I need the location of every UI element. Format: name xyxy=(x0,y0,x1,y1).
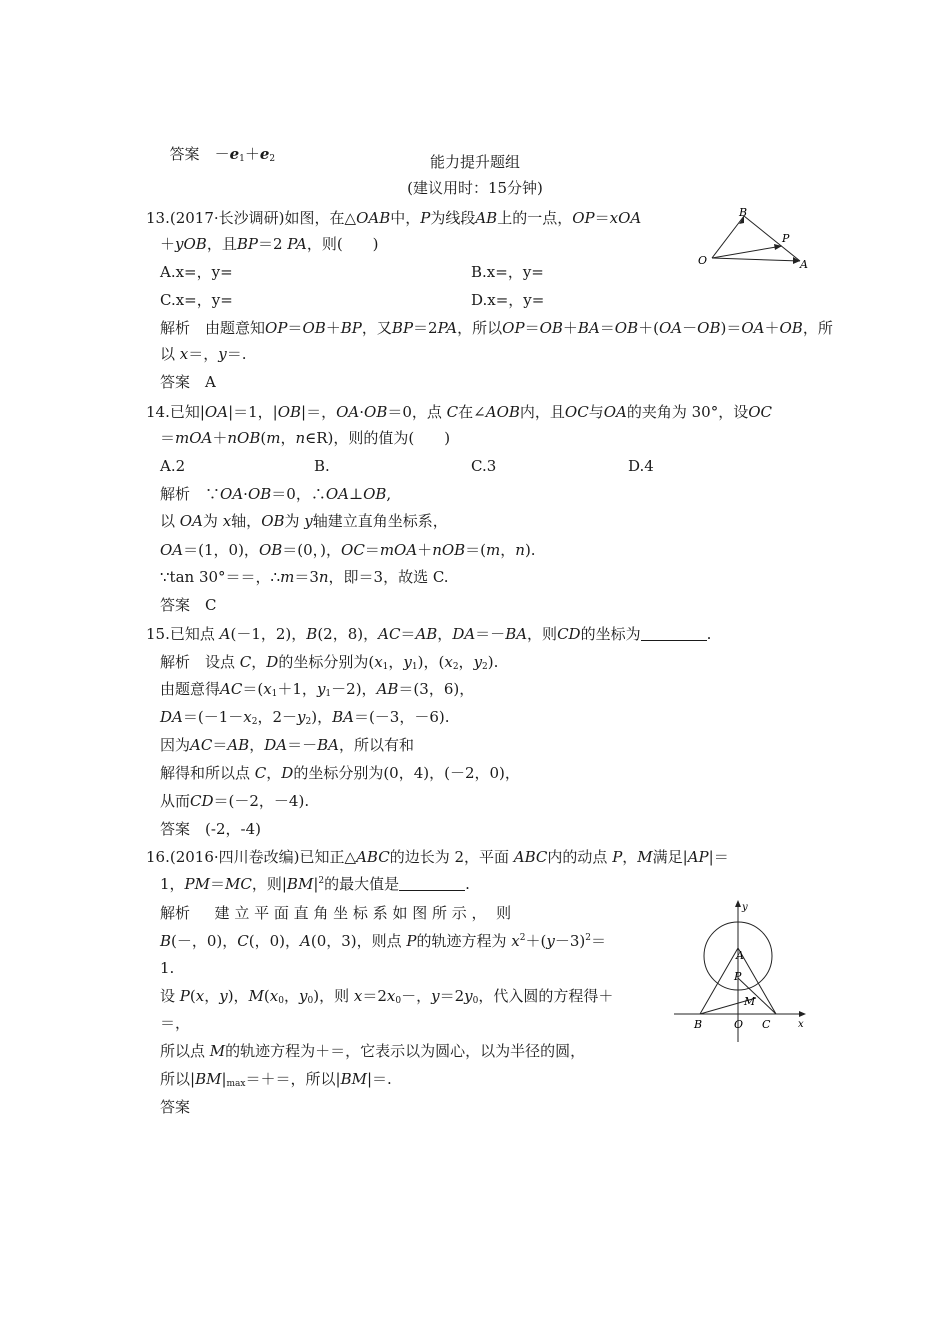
q16-analysis-line4: 设 P(x，y)，$M(x_0$，$y_0$)，则 $x=2x_0-$，$y=2y_0$，代入圆的方程得＋ xyxy=(160,987,614,1006)
top-answer: 答案 $-e_1+e_2$ xyxy=(169,145,276,164)
q16-label-y: y xyxy=(742,902,748,913)
q14-stem-line1: 14.已知|OA|＝1，|OB|＝，OA·OB＝0，点 C在∠AOB内，且OC与OA的夹角为 30°，设OC xyxy=(146,403,772,421)
q16-analysis-line2: B(－，0)，C(，0)，A(0，3)，则点 P的轨迹方程为 $x^2+(y-3)^2=$ xyxy=(160,932,606,950)
q16-coordinate-figure xyxy=(672,898,812,1046)
q14-analysis-line3: OA＝(1，0)，OB＝(0，)，OC＝mOA＋nOB＝(m，n). xyxy=(160,541,536,559)
section-time: (建议用时：15分钟) xyxy=(407,179,543,197)
q13-triangle-figure xyxy=(696,206,816,270)
q16-analysis-line1: 解析 建 立 平 面 直 角 坐 标 系 如 图 所 示 ， 则 xyxy=(160,904,512,922)
q13-label-p: P xyxy=(782,232,790,245)
q14-option-d: D.4 xyxy=(628,457,654,475)
q13-option-b: B.x=，y= xyxy=(471,263,544,281)
q16-label-a: A xyxy=(736,949,744,962)
q13-analysis-line2: 以 x＝，y＝. xyxy=(160,345,247,363)
q14-analysis-line2: 以 OA为 x轴，OB为 y轴建立直角坐标系， xyxy=(160,512,448,530)
q16-label-o: O xyxy=(734,1018,744,1031)
q14-analysis-line4: ∵tan 30°＝＝，∴m＝3n，即＝3，故选 C. xyxy=(160,568,449,586)
q13-label-a: A xyxy=(800,258,808,271)
q16-label-p: P xyxy=(734,970,742,983)
q15-answer: 答案 (-2，-4) xyxy=(160,820,261,838)
q13-option-c: C.x=，y= xyxy=(160,291,233,309)
q16-label-x: x xyxy=(798,1019,804,1030)
q14-option-c: C.3 xyxy=(471,457,497,475)
q16-stem-line1: 16.(2016·四川卷改编)已知正△ABC的边长为 2，平面 ABC内的动点 P，M满足|AP|＝ xyxy=(146,848,729,866)
q15-answer-blank xyxy=(641,626,707,641)
q14-answer: 答案 C xyxy=(160,596,217,614)
q14-option-a: A.2 xyxy=(160,457,186,475)
q16-label-b: B xyxy=(694,1018,703,1031)
q13-answer: 答案 A xyxy=(160,373,216,391)
q13-option-a: A.x=，y= xyxy=(160,263,233,281)
q15-analysis-line4: 因为AC＝AB，DA＝－BA，所以有和 xyxy=(160,736,414,754)
q15-analysis-line2: 由题意得$AC=(x_1+1$，$y_1-2$)，AB＝(3，6)， xyxy=(160,680,475,699)
q13-label-b: B xyxy=(739,206,748,219)
q13-analysis-line1: 解析 由题意知OP＝OB＋BP，又BP＝2PA，所以OP＝OB＋BA＝OB＋(OA－OB)＝OA＋OB，所 xyxy=(160,319,833,337)
q16-analysis-line7: 所以$|BM|_{max}=+=$，所以|BM|＝. xyxy=(160,1070,392,1089)
q14-stem-line2: ＝mOA＋nOB(m，n∈R)，则的值为( ) xyxy=(160,429,451,447)
q15-analysis-line6: 从而CD＝(－2，－4). xyxy=(160,792,310,810)
q15-analysis-line3: $DA=(-1-x_2$，$2-y_2$)，BA＝(－3，－6). xyxy=(160,708,450,727)
q13-label-o: O xyxy=(698,254,708,267)
q16-label-m: M xyxy=(744,995,756,1008)
q15-analysis-line1: 解析 设点 C，D的坐标分别为($x_1$，$y_1$)，($x_2$，$y_2$). xyxy=(160,653,499,672)
q16-label-c: C xyxy=(762,1018,771,1031)
q16-answer-blank xyxy=(399,876,465,891)
answer-label: 答案 xyxy=(169,145,200,163)
q13-option-d: D.x=，y= xyxy=(471,291,545,309)
q16-analysis-line6: 所以点 M的轨迹方程为＋＝，它表示以为圆心，以为半径的圆， xyxy=(160,1042,586,1060)
q13-stem-line1: 13.(2017·长沙调研)如图，在△OAB中，P为线段AB上的一点，OP＝xOA xyxy=(146,209,642,227)
q14-analysis-line1: 解析 ∵OA·OB＝0，∴OA⊥OB, xyxy=(160,485,392,503)
q16-analysis-line5: ＝， xyxy=(160,1014,191,1032)
q16-analysis-line3: 1. xyxy=(160,959,175,977)
q13-stem-line2: ＋yOB，且BP＝2 PA，则( ) xyxy=(160,235,379,253)
q14-option-b: B. xyxy=(314,457,330,475)
q15-analysis-line5: 解得和所以点 C，D的坐标分别为(0，4)，(－2，0)， xyxy=(160,764,520,782)
section-title: 能力提升题组 xyxy=(429,153,520,171)
q16-answer: 答案 xyxy=(160,1098,191,1116)
q16-stem-line2: 1，PM＝MC，则$|BM|^2$的最大值是 . xyxy=(160,875,470,893)
q15-stem: 15.已知点 A(－1，2)，B(2，8)，AC＝AB，DA＝－BA，则CD的坐标为 . xyxy=(146,625,712,643)
